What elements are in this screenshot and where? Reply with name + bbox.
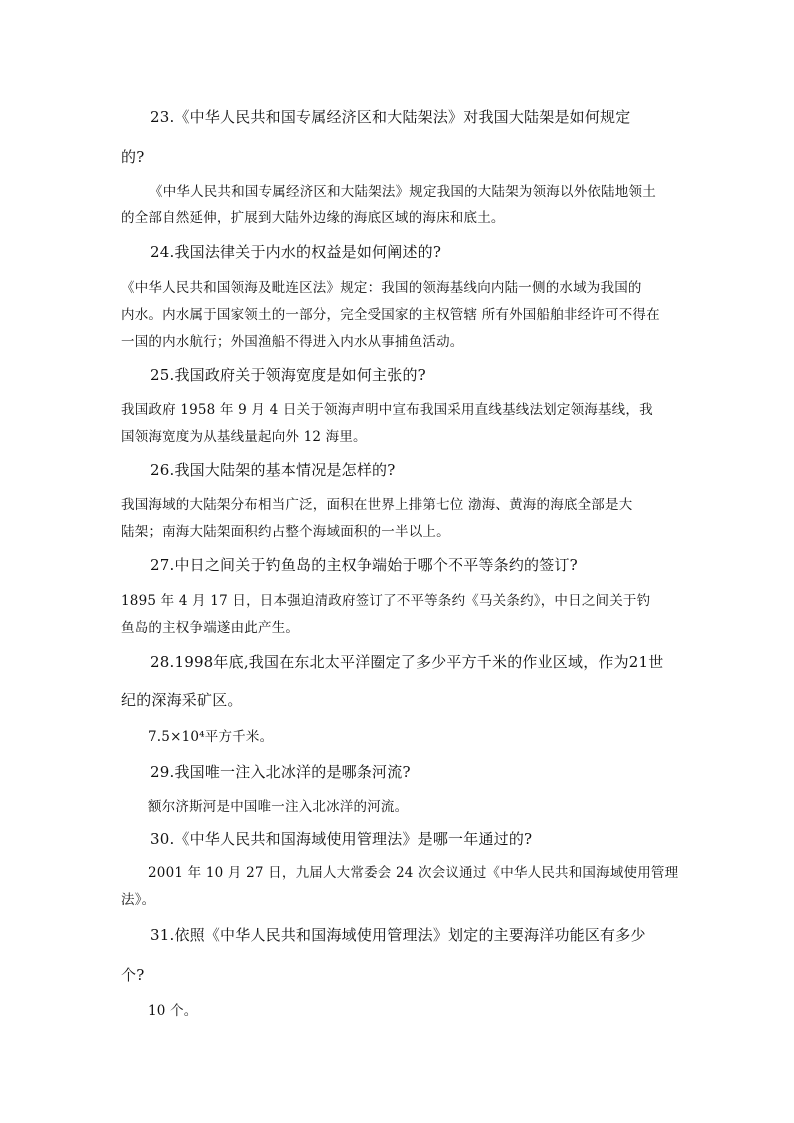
answer-24-line-1: 《中华人民共和国领海及毗连区法》规定：我国的领海基线向内陆一侧的水域为我国的	[121, 280, 642, 296]
answer-23-line-2: 的全部自然延伸，扩展到大陆外边缘的海底区域的海床和底土。	[121, 210, 505, 226]
question-28-line-2: 纪的深海采矿区。	[121, 691, 243, 709]
answer-27-line-1: 1895 年 4 月 17 日，日本强迫清政府签订了不平等条约《马关条约》，中日之间关于钓	[121, 593, 651, 609]
question-31-line-1: 31.依照《中华人民共和国海域使用管理法》划定的主要海洋功能区有多少	[150, 926, 646, 944]
answer-29-line-1: 额尔济斯河是中国唯一注入北冰洋的河流。	[148, 799, 409, 815]
answer-25-line-2: 国领海宽度为从基线量起向外 12 海里。	[121, 429, 367, 445]
answer-30-line-1: 2001 年 10 月 27 日，九届人大常委会 24 次会议通过《中华人民共和国海域使用管理	[148, 865, 679, 881]
question-23-line-1: 23.《中华人民共和国专属经济区和大陆架法》对我国大陆架是如何规定	[150, 108, 631, 126]
answer-24-line-3: 一国的内水航行；外国渔船不得进入内水从事捕鱼活动。	[121, 334, 464, 350]
answer-30-line-2: 法》。	[121, 892, 156, 908]
answer-31-line-1: 10 个。	[148, 1003, 198, 1019]
answer-27-line-2: 鱼岛的主权争端遂由此产生。	[121, 620, 300, 636]
answer-24-line-2: 内水。内水属于国家领土的一部分，完全受国家的主权管辖 所有外国船舶非经许可不得在	[121, 307, 660, 323]
question-28-line-1: 28.1998年底,我国在东北太平洋圈定了多少平方千米的作业区域，作为21世	[150, 653, 664, 671]
question-27-line-1: 27.中日之间关于钓鱼岛的主权争端始于哪个不平等条约的签订?	[150, 556, 578, 574]
question-30-line-1: 30.《中华人民共和国海域使用管理法》是哪一年通过的?	[150, 830, 533, 848]
question-29-line-1: 29.我国唯一注入北冰洋的是哪条河流?	[150, 763, 411, 781]
answer-23-line-1: 《中华人民共和国专属经济区和大陆架法》规定我国的大陆架为领海以外依陆地领土	[149, 184, 656, 200]
answer-28-line-1: 7.5×10⁴平方千米。	[148, 729, 274, 745]
question-26-line-1: 26.我国大陆架的基本情况是怎样的?	[150, 461, 396, 479]
question-24-line-1: 24.我国法律关于内水的权益是如何阐述的?	[150, 243, 442, 261]
question-23-line-2: 的?	[121, 148, 145, 166]
question-31-line-2: 个?	[121, 966, 145, 984]
answer-26-line-1: 我国海域的大陆架分布相当广泛，面积在世界上排第七位 渤海、黄海的海底全部是大	[121, 497, 633, 513]
question-25-line-1: 25.我国政府关于领海宽度是如何主张的?	[150, 366, 426, 384]
answer-26-line-2: 陆架；南海大陆架面积约占整个海域面积的一半以上。	[121, 524, 450, 540]
answer-25-line-1: 我国政府 1958 年 9 月 4 日关于领海声明中宣布我国采用直线基线法划定领海基线，我	[121, 402, 653, 418]
